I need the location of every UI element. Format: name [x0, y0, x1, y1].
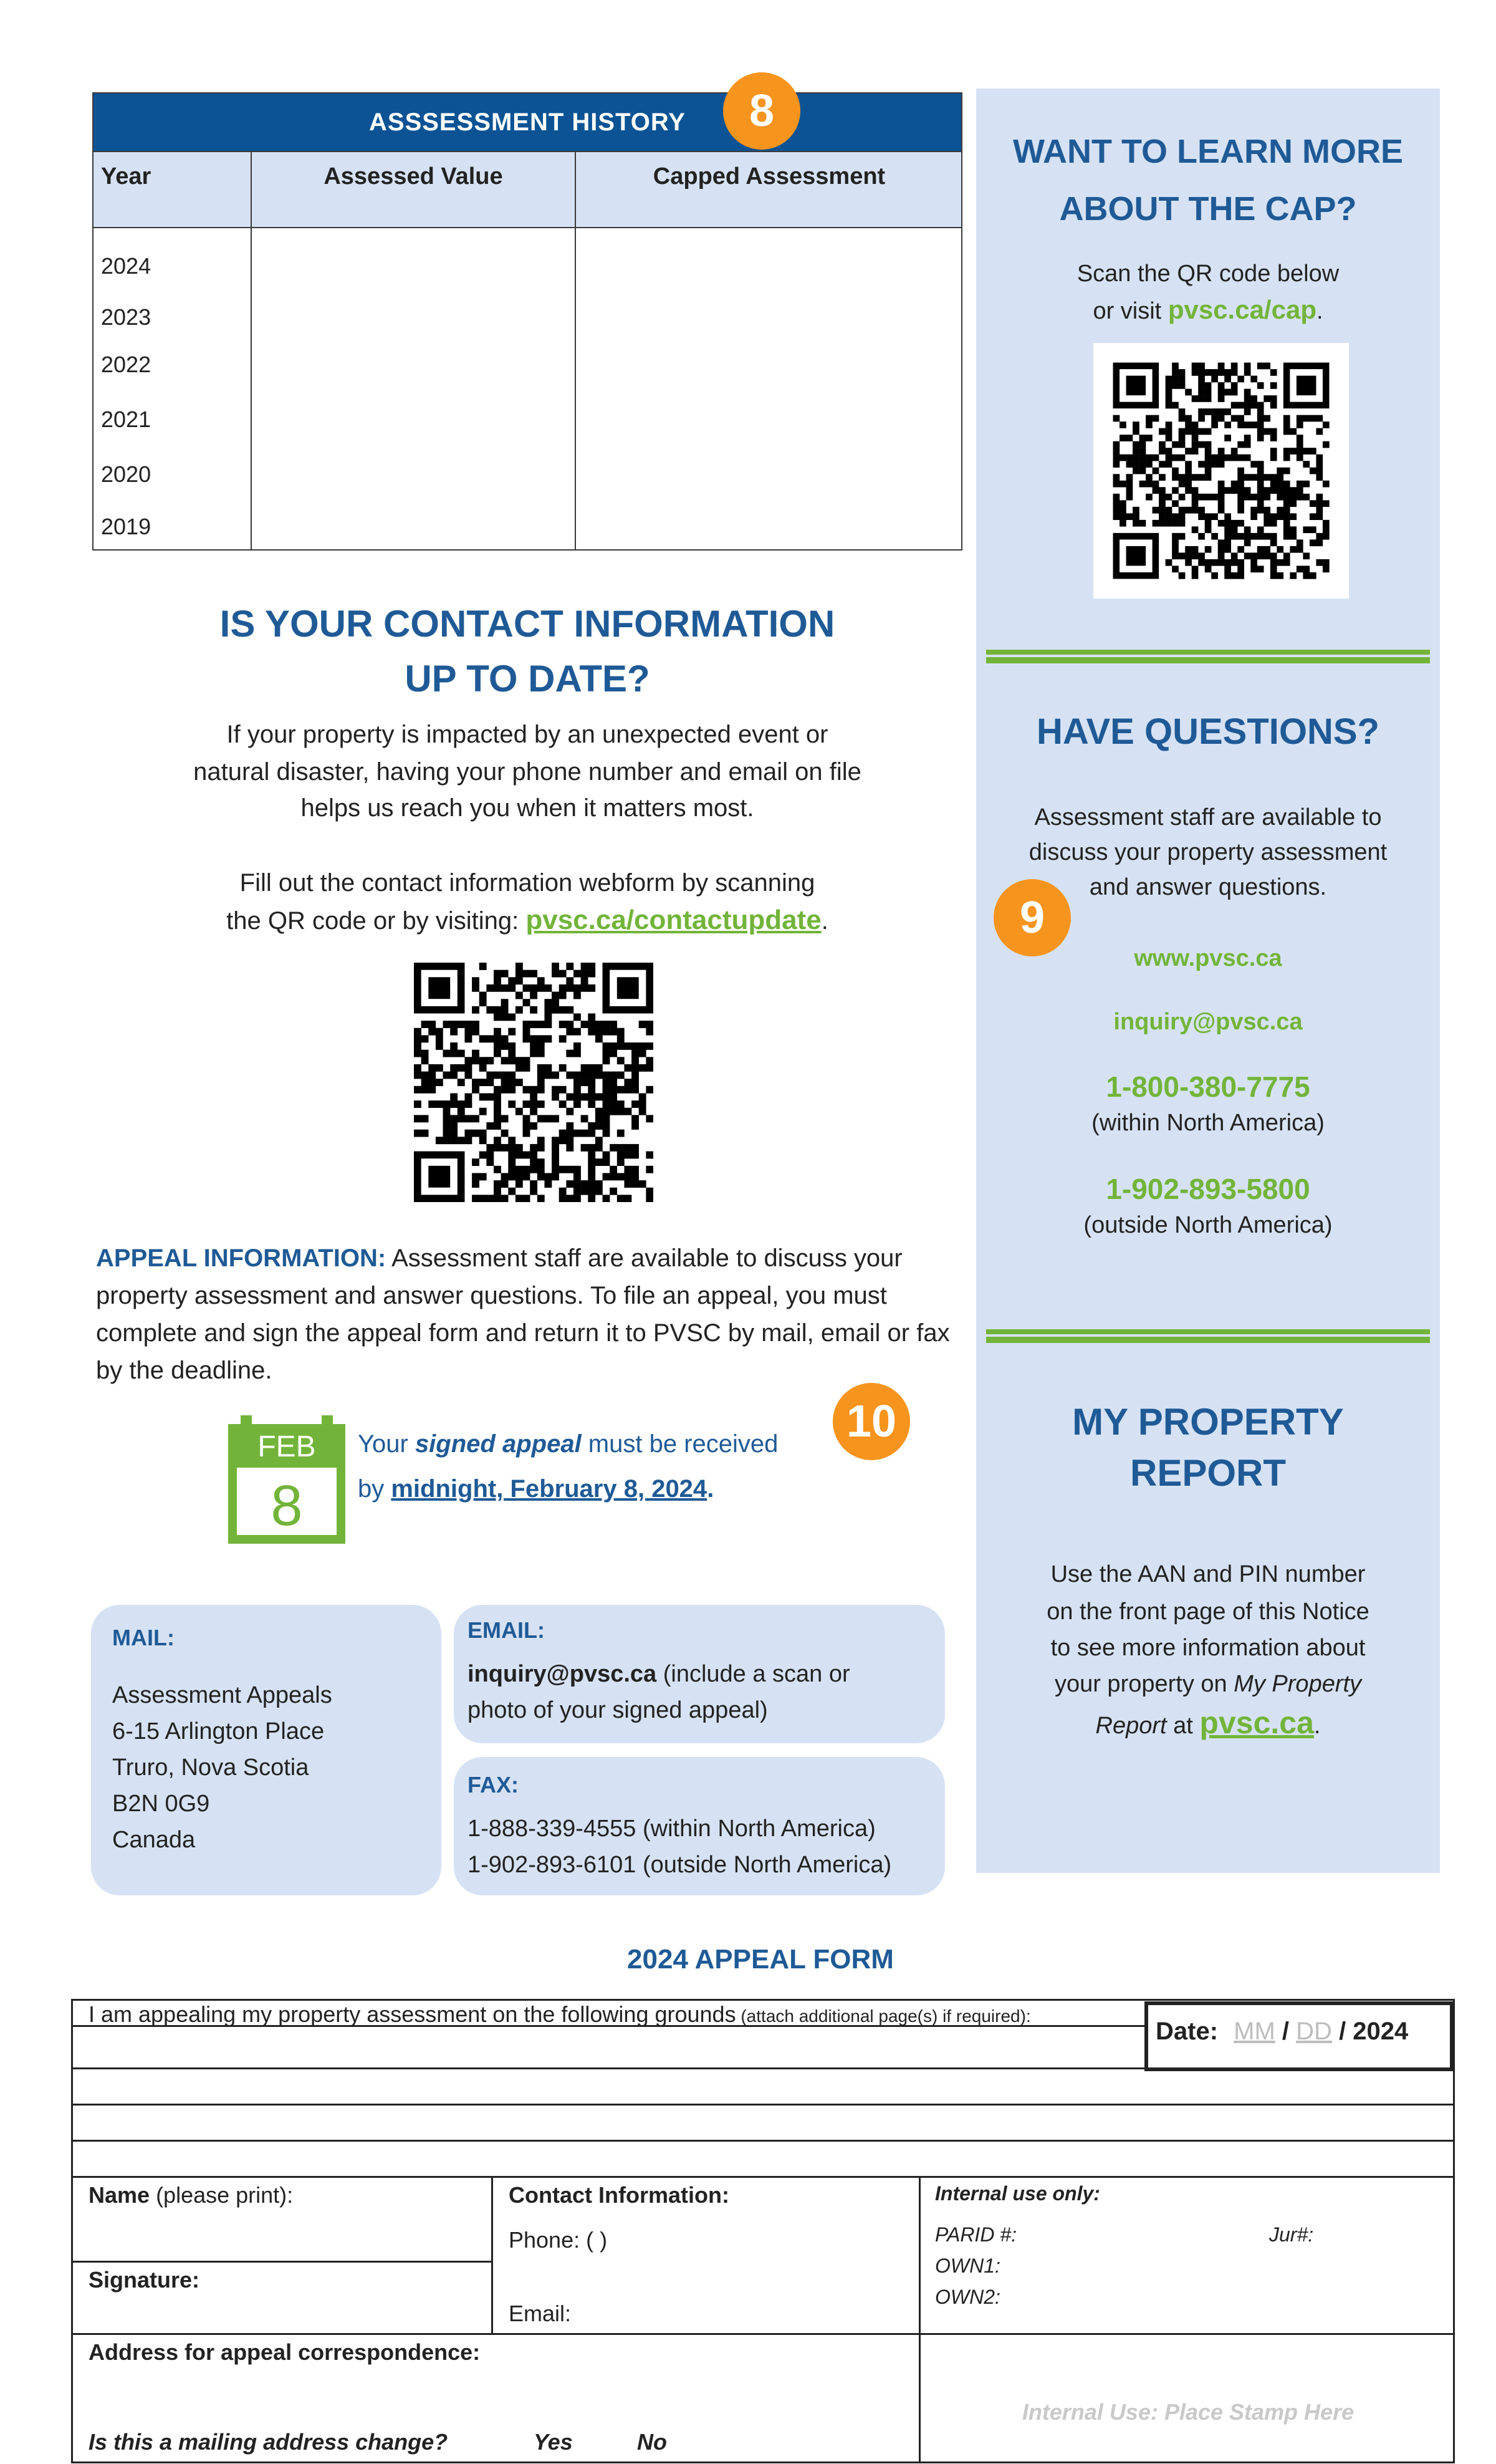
- appeal-info-label: APPEAL INFORMATION:: [96, 1244, 386, 1272]
- date-separator: /: [1282, 2018, 1290, 2045]
- section-divider: [986, 650, 1430, 663]
- fax-numbers: [467, 1811, 891, 1883]
- pvsc-link[interactable]: pvsc.ca: [1199, 1705, 1314, 1740]
- mail-address-line: Truro, Nova Scotia: [112, 1754, 309, 1781]
- appeal-form-title: 2024 APPEAL FORM: [627, 1944, 894, 1975]
- signature-label: Signature:: [89, 2267, 200, 2293]
- internal-use-label: Internal use only:: [935, 2182, 1100, 2205]
- name-note: (please print):: [150, 2182, 294, 2208]
- name-label: [89, 2182, 293, 2208]
- year-cell: 2023: [101, 304, 151, 330]
- report-text: [976, 1666, 1440, 1702]
- grounds-label: [89, 2001, 1031, 2028]
- report-text: [976, 1705, 1440, 1744]
- contact-title-line2: UP TO DATE?: [405, 658, 650, 700]
- website-link[interactable]: www.pvsc.ca: [1134, 945, 1282, 971]
- cap-text: [976, 292, 1440, 329]
- mail-address-line: B2N 0G9: [112, 1791, 210, 1817]
- step-badge-9: 9: [994, 879, 1071, 956]
- grounds-input-line-1[interactable]: [74, 2028, 1143, 2066]
- date-label: Date:: [1156, 2018, 1219, 2045]
- grounds-text: I am appealing my property assessment on the following grounds: [89, 2001, 736, 2027]
- cap-title-line2: ABOUT THE CAP?: [1059, 190, 1357, 228]
- fax-number: 1-902-893-6101 (outside North America): [467, 1852, 892, 1878]
- step-badge-8: 8: [723, 72, 800, 150]
- own1-label: OWN1:: [935, 2255, 1000, 2277]
- form-line: [71, 2104, 1455, 2105]
- column-header-year: Year: [101, 163, 151, 190]
- contact-text: .: [821, 907, 828, 935]
- report-text: on the front page of this Notice: [1047, 1599, 1369, 1625]
- name-text: Name: [89, 2182, 150, 2208]
- deadline-date: midnight, February 8, 2024: [391, 1475, 707, 1503]
- contact-paragraph-line: Fill out the contact information webform by scanning: [239, 869, 815, 897]
- cap-title-line1: WANT TO LEARN MORE: [1013, 133, 1403, 170]
- form-line: [71, 1999, 1455, 2001]
- grounds-input-line-3[interactable]: [74, 2106, 1452, 2139]
- cap-qr-code[interactable]: [1093, 343, 1349, 599]
- questions-text: discuss your property assessment: [1028, 839, 1388, 865]
- fax-label: FAX:: [467, 1772, 519, 1797]
- year-cell: 2019: [101, 514, 151, 539]
- deadline-text: .: [707, 1475, 714, 1503]
- signature-input[interactable]: [74, 2294, 490, 2332]
- inquiry-email-link[interactable]: inquiry@pvsc.ca: [1113, 1009, 1303, 1035]
- assessment-history-table: [92, 92, 962, 551]
- questions-text: Assessment staff are available to: [1034, 804, 1382, 830]
- appeal-info-text: Assessment staff are available to discuss your property assessment and answer questions. To file an appeal, you must complete and sign the appeal form and return it to PVSC by mail, email or fax by the deadline.: [96, 1244, 950, 1384]
- step-badge-10: 10: [833, 1383, 910, 1460]
- deadline-text: by: [358, 1475, 391, 1503]
- report-title-line2: REPORT: [1129, 1452, 1287, 1494]
- name-input[interactable]: [74, 2213, 490, 2258]
- report-text: at: [1166, 1713, 1200, 1739]
- grounds-input-line-4[interactable]: [74, 2142, 1452, 2175]
- contact-paragraph-line: natural disaster, having your phone number and email on file: [193, 758, 861, 786]
- mail-address-line: Assessment Appeals: [112, 1682, 332, 1708]
- grounds-note: (attach additional page(s) if required):: [736, 2006, 1031, 2026]
- contact-paragraph-line: If your property is impacted by an unexpected event or: [226, 721, 828, 748]
- mailing-change-no[interactable]: No: [637, 2429, 667, 2455]
- cap-text: Scan the QR code below: [1076, 261, 1340, 287]
- mailing-change-question: Is this a mailing address change?: [89, 2429, 448, 2455]
- assessment-history-title: ASSSESSMENT HISTORY: [94, 94, 961, 151]
- section-divider: [986, 1329, 1430, 1343]
- contact-title-line1: IS YOUR CONTACT INFORMATION: [219, 603, 835, 645]
- calendar-day: 8: [271, 1474, 303, 1538]
- phone-outside[interactable]: 1-902-893-5800: [1106, 1173, 1310, 1205]
- form-line: [71, 2261, 492, 2263]
- contact-qr-code[interactable]: [414, 963, 653, 1202]
- form-line: [71, 2176, 1455, 2178]
- year-cell: 2024: [101, 253, 151, 279]
- calendar-icon: [228, 1415, 345, 1544]
- column-divider: [251, 151, 252, 549]
- column-header-assessed-value: Assessed Value: [324, 163, 503, 190]
- grounds-input-line-2[interactable]: [74, 2070, 1452, 2102]
- mail-address-line: Canada: [112, 1827, 196, 1853]
- date-month-placeholder: MM: [1234, 2018, 1275, 2045]
- report-text: My Property: [1234, 1671, 1362, 1697]
- column-divider: [575, 151, 576, 549]
- mail-address-line: 6-15 Arlington Place: [112, 1718, 325, 1745]
- jur-label: Jur#:: [1269, 2223, 1314, 2246]
- column-header-capped-assessment: Capped Assessment: [653, 163, 886, 190]
- report-text: .: [1313, 1713, 1321, 1739]
- mailing-change-yes[interactable]: Yes: [534, 2429, 573, 2455]
- year-cell: 2021: [101, 407, 151, 432]
- report-text: Use the AAN and PIN number: [1050, 1561, 1366, 1587]
- date-day-placeholder: DD: [1296, 2018, 1332, 2045]
- deadline-text: must be received: [581, 1430, 779, 1458]
- email-text: [467, 1656, 850, 1728]
- address-label: Address for appeal correspondence:: [89, 2339, 481, 2365]
- date-year: / 2024: [1339, 2018, 1409, 2045]
- questions-title: HAVE QUESTIONS?: [1037, 711, 1379, 752]
- appeal-deadline: [358, 1422, 832, 1511]
- report-title-line1: MY PROPERTY: [1072, 1401, 1344, 1443]
- deadline-text: Your: [358, 1430, 415, 1458]
- fax-number: 1-888-339-4555 (within North America): [467, 1816, 876, 1842]
- email-note: photo of your signed appeal): [467, 1697, 768, 1723]
- form-line: [71, 2140, 1455, 2142]
- year-cell: 2022: [101, 352, 151, 377]
- contact-paragraph-line: [92, 902, 962, 940]
- form-line: [71, 2462, 1455, 2463]
- year-cell: 2020: [101, 461, 151, 487]
- phone-field[interactable]: Phone: ( ): [509, 2227, 608, 2253]
- calendar-month: FEB: [257, 1430, 316, 1463]
- own2-label: OWN2:: [935, 2286, 1000, 2308]
- email-address[interactable]: inquiry@pvsc.ca: [467, 1661, 657, 1687]
- stamp-placeholder: Internal Use: Place Stamp Here: [1022, 2399, 1355, 2425]
- email-field[interactable]: Email:: [509, 2301, 572, 2326]
- email-note: (include a scan or: [656, 1661, 850, 1687]
- contact-paragraph-line: helps us reach you when it matters most.: [300, 794, 754, 822]
- mail-address: [112, 1677, 332, 1858]
- date-field-content: [1156, 2018, 1408, 2046]
- form-line: [71, 2333, 1455, 2335]
- form-line: [919, 2176, 921, 2463]
- report-text: Report: [1095, 1713, 1167, 1739]
- cap-text: .: [1316, 298, 1323, 324]
- email-label: EMAIL:: [467, 1617, 545, 1643]
- contact-text: the QR code or by visiting:: [226, 907, 526, 935]
- questions-text: and answer questions.: [1089, 874, 1327, 900]
- report-text: your property on: [1054, 1671, 1234, 1697]
- contact-update-link[interactable]: pvsc.ca/contactupdate: [525, 905, 822, 935]
- phone-outside-note: (outside North America): [1083, 1212, 1333, 1238]
- form-line: [491, 2176, 493, 2334]
- deadline-emphasis: signed appeal: [415, 1430, 582, 1458]
- cap-text: or visit: [1093, 298, 1168, 324]
- report-text: to see more information about: [1050, 1635, 1366, 1661]
- mail-label: MAIL:: [112, 1625, 175, 1650]
- cap-link[interactable]: pvsc.ca/cap: [1168, 295, 1316, 324]
- parid-label: PARID #:: [935, 2223, 1017, 2246]
- appeal-information: [96, 1239, 956, 1389]
- phone-within-note: (within North America): [1091, 1110, 1325, 1136]
- address-input[interactable]: [74, 2369, 916, 2419]
- contact-info-label: Contact Information:: [509, 2182, 729, 2208]
- phone-within[interactable]: 1-800-380-7775: [1106, 1071, 1310, 1103]
